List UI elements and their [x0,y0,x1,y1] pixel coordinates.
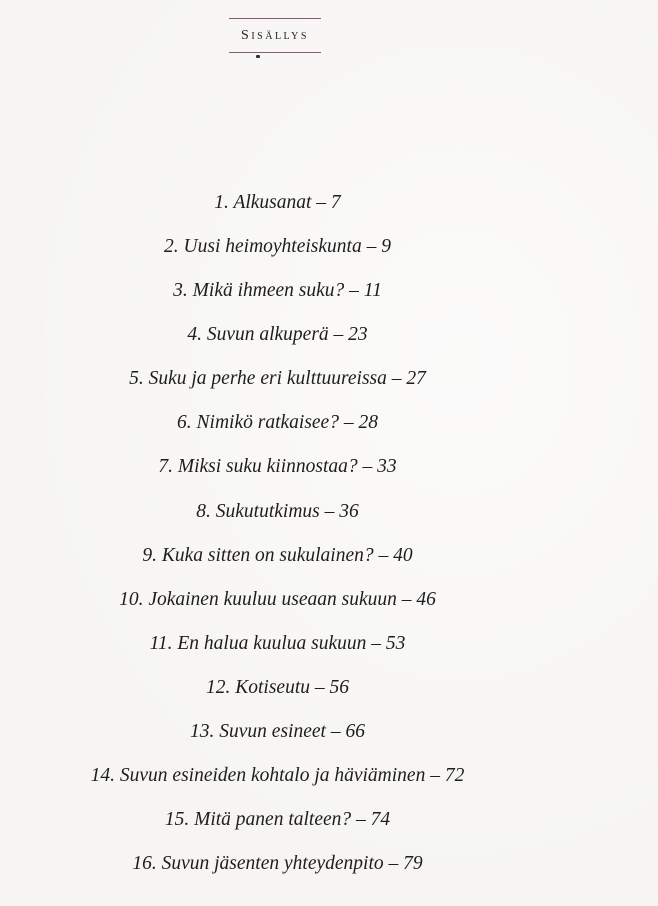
page-title: Sisällys [241,28,309,43]
toc-entry-1: 1. Alkusanat – 7 [214,192,341,213]
toc-entry-16: 16. Suvun jäsenten yhteydenpito – 79 [132,853,423,874]
toc-entry-2: 2. Uusi heimoyhteiskunta – 9 [164,236,391,257]
toc-entry-13: 13. Suvun esineet – 66 [190,721,365,742]
toc-entry-5: 5. Suku ja perhe eri kulttuureissa – 27 [129,368,426,389]
toc-entry-14: 14. Suvun esineiden kohtalo ja häviäminen – 72 [90,765,465,786]
toc-entry-4: 4. Suvun alkuperä – 23 [187,324,368,345]
contents-header [229,18,321,53]
toc-entry-7: 7. Miksi suku kiinnostaa? – 33 [158,456,397,477]
header-ornament [256,55,260,58]
toc-entry-11: 11. En halua kuulua sukuun – 53 [149,633,406,654]
toc-entry-3: 3. Mikä ihmeen suku? – 11 [173,280,382,301]
toc-entry-12: 12. Kotiseutu – 56 [205,677,349,698]
header-rule-bottom [229,52,321,53]
toc-entry-8: 8. Sukututkimus – 36 [196,501,359,522]
toc-entry-10: 10. Jokainen kuuluu useaan sukuun – 46 [119,589,436,610]
toc-entry-9: 9. Kuka sitten on sukulainen? – 40 [142,545,413,566]
toc-entry-6: 6. Nimikö ratkaisee? – 28 [177,412,378,433]
toc-entry-15: 15. Mitä panen talteen? – 74 [164,809,391,830]
